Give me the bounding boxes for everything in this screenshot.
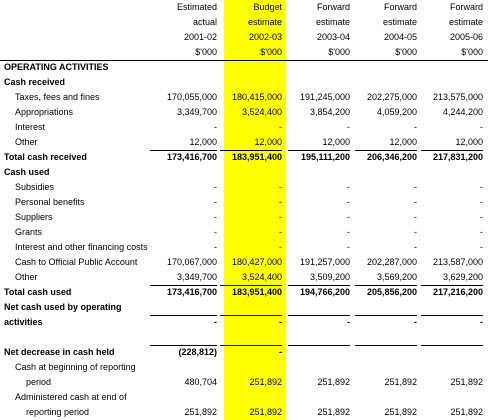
column-header-cell: estimate (247, 17, 282, 27)
value-cell: 170,055,000 (166, 92, 217, 102)
row-label: Subsidies (15, 182, 55, 192)
value-cell: - (480, 212, 483, 222)
value-cell: - (347, 317, 350, 327)
column-header-cell: Forward (383, 2, 417, 12)
total-row (0, 345, 488, 360)
column-header-cell: $'000 (395, 47, 417, 57)
row-label: reporting period (26, 407, 90, 417)
row-label: period (26, 377, 52, 387)
total-rule (421, 345, 483, 346)
value-cell: - (480, 197, 483, 207)
value-cell: - (347, 197, 350, 207)
header-line (0, 0, 488, 15)
row-label: Other (15, 272, 38, 282)
column-header-cell: Forward (449, 2, 483, 12)
total-rule (220, 315, 282, 316)
total-rule (421, 315, 483, 316)
value-cell: 3,509,200 (309, 272, 350, 282)
column-header-cell: Forward (316, 2, 350, 12)
value-cell: 251,892 (384, 377, 417, 387)
value-cell: 191,245,000 (299, 92, 350, 102)
section-heading-row (0, 75, 488, 90)
value-cell: 173,416,700 (166, 152, 217, 162)
total-rule (150, 285, 217, 286)
header-line (0, 15, 488, 30)
value-cell: 183,951,400 (231, 287, 282, 297)
row-label: Other (15, 137, 38, 147)
value-cell: - (279, 182, 282, 192)
total-rule (220, 345, 282, 346)
row-label: Interest (15, 122, 46, 132)
value-cell: 251,892 (317, 377, 350, 387)
value-cell: - (214, 242, 217, 252)
value-cell: - (480, 317, 483, 327)
value-cell: - (214, 122, 217, 132)
value-cell: - (414, 122, 417, 132)
value-cell: - (414, 227, 417, 237)
total-rule (288, 345, 350, 346)
value-cell: 4,059,200 (376, 107, 417, 117)
value-cell: - (347, 122, 350, 132)
value-cell: 183,951,400 (231, 152, 282, 162)
row-label: Net decrease in cash held (4, 347, 115, 357)
value-cell: 480,704 (184, 377, 217, 387)
table-row (0, 360, 488, 375)
row-label: activities (4, 317, 43, 327)
table-row (0, 390, 488, 405)
value-cell: - (480, 182, 483, 192)
total-row (0, 150, 488, 165)
value-cell: - (279, 242, 282, 252)
total-rule (288, 150, 350, 151)
value-cell: 251,892 (249, 377, 282, 387)
total-rule (220, 285, 282, 286)
header-line (0, 45, 488, 60)
total-rule (421, 285, 483, 286)
value-cell: (228,812) (178, 347, 217, 357)
header-line (0, 30, 488, 45)
table-row (0, 270, 488, 285)
value-cell: 180,415,000 (231, 92, 282, 102)
row-label: Taxes, fees and fines (15, 92, 100, 102)
table-row (0, 225, 488, 240)
section-heading-row (0, 165, 488, 180)
value-cell: 3,524,400 (241, 107, 282, 117)
value-cell: 12,000 (455, 137, 483, 147)
value-cell: - (214, 227, 217, 237)
value-cell: 194,766,200 (299, 287, 350, 297)
column-header-cell: Budget (253, 2, 282, 12)
column-header-cell: $'000 (260, 47, 282, 57)
value-cell: 12,000 (389, 137, 417, 147)
row-label: Grants (15, 227, 43, 237)
row-label: Cash received (4, 77, 66, 87)
total-row (0, 300, 488, 315)
value-cell: 251,892 (384, 407, 417, 417)
value-cell: 3,629,200 (442, 272, 483, 282)
total-rule (150, 345, 217, 346)
value-cell: - (480, 227, 483, 237)
column-header-cell: $'000 (461, 47, 483, 57)
value-cell (421, 345, 483, 360)
value-cell: 180,427,000 (231, 257, 282, 267)
value-cell: 205,856,200 (366, 287, 417, 297)
table-row (0, 195, 488, 210)
value-cell: - (414, 242, 417, 252)
column-header-cell: 2005-06 (449, 32, 483, 42)
column-header-cell: estimate (315, 17, 350, 27)
row-label: Total cash received (4, 152, 87, 162)
column-header-cell: estimate (448, 17, 483, 27)
value-cell: 170,067,000 (166, 257, 217, 267)
total-rule (288, 285, 350, 286)
total-rule (288, 315, 350, 316)
value-cell: 202,287,000 (366, 257, 417, 267)
row-label: Net cash used by operating (4, 302, 122, 312)
value-cell: - (347, 227, 350, 237)
total-rule (150, 150, 217, 151)
row-label: Appropriations (15, 107, 74, 117)
value-cell: - (480, 242, 483, 252)
value-cell: 3,349,700 (176, 107, 217, 117)
row-label: OPERATING ACTIVITIES (4, 62, 109, 72)
value-cell: - (279, 212, 282, 222)
value-cell: - (279, 317, 282, 327)
value-cell: 12,000 (189, 137, 217, 147)
value-cell: 217,216,200 (432, 287, 483, 297)
total-row (0, 315, 488, 330)
value-cell: - (347, 182, 350, 192)
value-cell: 173,416,700 (166, 287, 217, 297)
value-cell: - (414, 317, 417, 327)
column-header-cell: Estimated (176, 2, 217, 12)
value-cell: - (347, 242, 350, 252)
value-cell: 3,524,400 (241, 272, 282, 282)
value-cell: 12,000 (322, 137, 350, 147)
value-cell: 251,892 (450, 377, 483, 387)
value-cell: 206,346,200 (366, 152, 417, 162)
row-label: Cash used (4, 167, 50, 177)
value-cell: 213,575,000 (432, 92, 483, 102)
table-row (0, 105, 488, 120)
value-cell: 251,892 (317, 407, 350, 417)
value-cell: 3,569,200 (376, 272, 417, 282)
column-header-cell: estimate (382, 17, 417, 27)
table-row (0, 210, 488, 225)
total-row (0, 285, 488, 300)
total-rule (355, 315, 417, 316)
row-label: Cash at beginning of reporting (15, 362, 136, 372)
table-row (0, 240, 488, 255)
column-header-cell: 2003-04 (316, 32, 350, 42)
column-header-cell: 2004-05 (383, 32, 417, 42)
value-cell (355, 345, 417, 360)
table-row (0, 255, 488, 270)
value-cell: - (214, 197, 217, 207)
column-header-cell: 2002-03 (248, 32, 282, 42)
value-cell (288, 345, 350, 360)
value-cell: 217,831,200 (432, 152, 483, 162)
row-label: Total cash used (4, 287, 72, 297)
value-cell: - (279, 347, 282, 357)
value-cell: - (414, 212, 417, 222)
value-cell: - (414, 197, 417, 207)
value-cell: - (347, 212, 350, 222)
value-cell: 3,349,700 (176, 272, 217, 282)
section-heading-row (0, 60, 488, 75)
value-cell: 12,000 (254, 137, 282, 147)
row-label: Interest and other financing costs (15, 242, 148, 252)
table-row (0, 120, 488, 135)
total-rule (150, 315, 217, 316)
value-cell: - (279, 227, 282, 237)
value-cell: 251,892 (450, 407, 483, 417)
row-label: Personal benefits (15, 197, 85, 207)
total-rule (355, 345, 417, 346)
column-header-cell: $'000 (195, 47, 217, 57)
value-cell: 3,854,200 (309, 107, 350, 117)
row-label: Cash to Official Public Account (15, 257, 138, 267)
total-rule (355, 150, 417, 151)
column-header-cell: actual (192, 17, 217, 27)
value-cell: 202,275,000 (366, 92, 417, 102)
value-cell: - (279, 122, 282, 132)
value-cell: 213,587,000 (432, 257, 483, 267)
table-row (0, 405, 488, 420)
table-row (0, 330, 488, 345)
table-row (0, 375, 488, 390)
table-row (0, 180, 488, 195)
value-cell: 195,111,200 (300, 152, 350, 162)
value-cell: - (214, 212, 217, 222)
value-cell: - (414, 182, 417, 192)
table-row (0, 90, 488, 105)
value-cell: - (214, 182, 217, 192)
value-cell: 4,244,200 (442, 107, 483, 117)
value-cell: - (214, 317, 217, 327)
value-cell: 251,892 (249, 407, 282, 417)
total-rule (421, 150, 483, 151)
value-cell: 251,892 (184, 407, 217, 417)
total-rule (355, 285, 417, 286)
value-cell: 191,257,000 (299, 257, 350, 267)
value-cell: - (480, 122, 483, 132)
row-label: Administered cash at end of (15, 392, 127, 402)
table-row (0, 135, 488, 150)
value-cell: - (279, 197, 282, 207)
column-header-cell: $'000 (328, 47, 350, 57)
column-header-cell: 2001-02 (183, 32, 217, 42)
total-rule (220, 150, 282, 151)
row-label: Suppliers (15, 212, 53, 222)
